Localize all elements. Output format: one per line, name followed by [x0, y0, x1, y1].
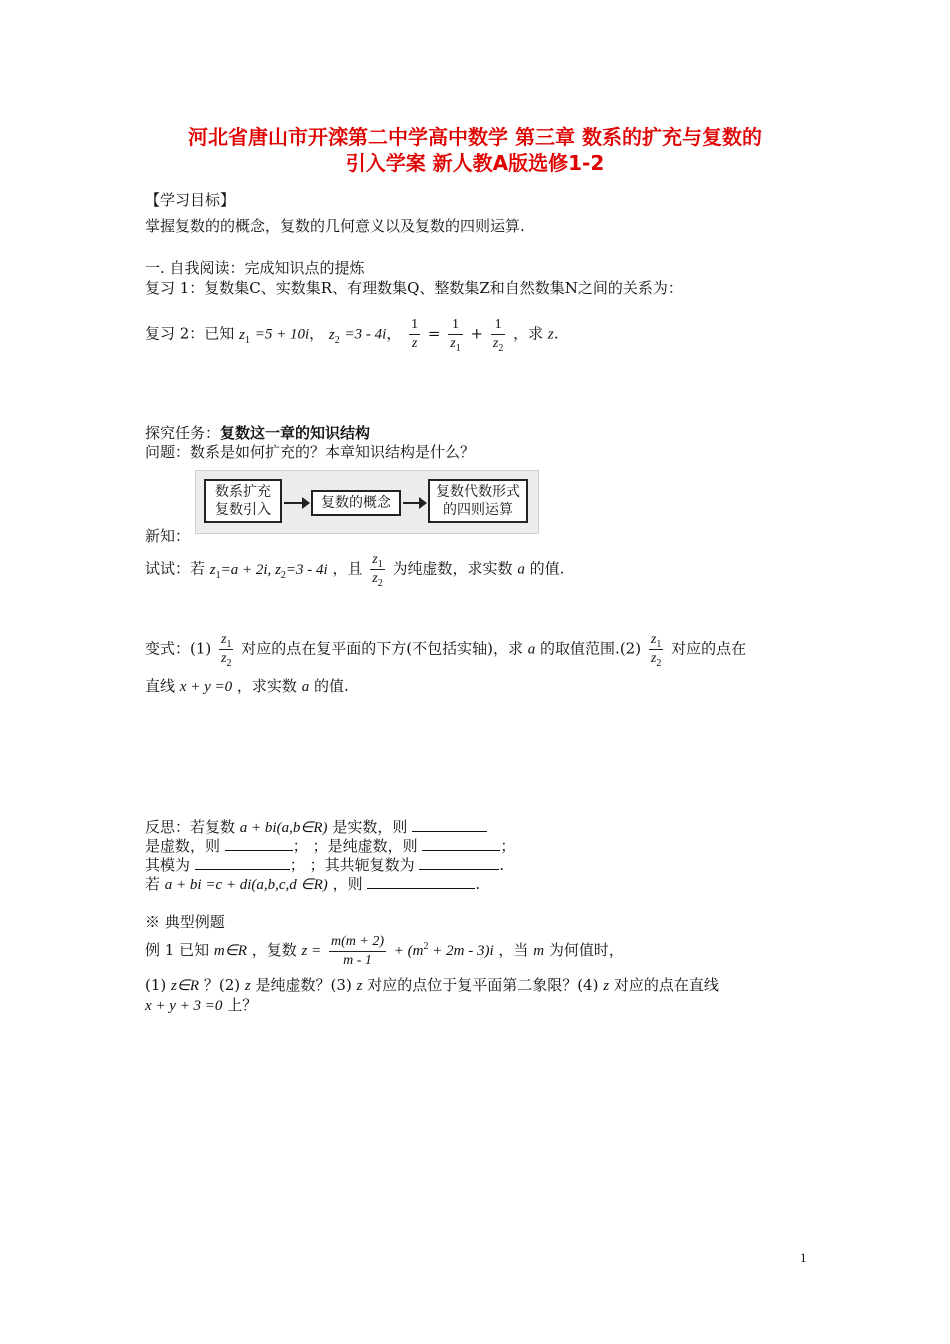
reflection-line-4: 若 a + bi =c + di(a,b,c,d ∈R) ，则 .	[145, 875, 481, 893]
new-knowledge: 新知：	[145, 527, 191, 545]
review-1: 复习 1：复数集C、实数集R、有理数集Q、整数集Z和自然数集N之间的关系为：	[145, 279, 683, 297]
equality-expression: a + bi =c + di(a,b,c,d ∈R)	[164, 877, 328, 893]
learning-goal-heading: 【学习目标】	[145, 191, 236, 209]
reflection-line-2-prefix: 是虚数，则	[145, 837, 221, 855]
try-z1: $z_1=a + 2i$, $z_2=3 - 4i$	[209, 561, 328, 581]
example-end: 为何值时，	[548, 941, 624, 959]
variant-fraction-1: $\frac{z_1}{z_2}$	[221, 632, 232, 669]
try-end: 的值.	[529, 559, 565, 578]
example-q2-text: 是纯虚数？(3)	[255, 976, 352, 994]
reflection-line-2: 是虚数，则 ； ；是纯虚数，则 ；	[145, 837, 516, 855]
fraction-one-over-z2: $\frac{1}{z_2}$	[492, 317, 504, 354]
z-in-R: z∈R	[171, 978, 200, 994]
title-line-1: 河北省唐山市开滦第二中学高中数学 第三章 数系的扩充与复数的	[188, 125, 762, 149]
diagram-box-number-expansion: 数系扩充 复数引入	[204, 479, 282, 523]
variant-line-1	[145, 632, 746, 667]
imaginary-part: + $(m^2 + 2m - 3)i$	[393, 941, 494, 959]
blank-conjugate[interactable]	[419, 855, 499, 870]
example-1-line-3	[145, 995, 257, 1016]
variant-line-2-prefix: 直线	[145, 677, 176, 695]
z-q3: z	[356, 978, 363, 994]
example-1	[145, 932, 624, 969]
question: 问题：数系是如何扩充的？本章知识结构是什么？	[145, 443, 476, 461]
diagram-box-arithmetic: 复数代数形式 的四则运算	[428, 479, 528, 523]
variant-a-2: a	[301, 679, 310, 695]
example-line-3-suffix: 上？	[227, 996, 258, 1014]
z-q4: z	[603, 978, 610, 994]
example-fraction: $\frac{m(m + 2)}{m - 1}$	[331, 933, 385, 968]
variant-mid-1: 对应的点在复平面的下方(不包括实轴)，求	[241, 639, 523, 658]
typical-examples-heading: ※ 典型例题	[145, 913, 225, 931]
variant-line-2-end: 的值.	[313, 677, 349, 695]
z1-value: =5 + 10i	[254, 326, 310, 343]
self-reading: 一. 自我阅读：完成知识点的提炼	[145, 259, 365, 277]
blank-pure-imaginary[interactable]	[422, 836, 500, 851]
explore-task	[145, 423, 370, 443]
blank-imaginary[interactable]	[225, 836, 293, 851]
diagram-arrow-2	[403, 502, 426, 504]
example-mid: ，复数	[251, 941, 297, 959]
reflection-line-2-mid: ；是纯虚数，则	[312, 837, 418, 855]
reflection-line-3: 其模为 ； ；其共轭复数为 .	[145, 856, 505, 874]
reflection-line-1	[145, 817, 487, 838]
knowledge-structure-diagram	[195, 470, 539, 534]
reflection-line-4-mid: ，则	[332, 875, 363, 893]
learning-goal-text: 掌握复数的的概念，复数的几何意义以及复数的四则运算.	[145, 217, 525, 235]
diagram-arrow-1	[284, 502, 309, 504]
diagram-box-complex-concept: 复数的概念	[311, 490, 401, 516]
reflection-expression: a + bi(a,b∈R)	[239, 820, 328, 836]
example-q1-text: ？(2)	[203, 976, 241, 994]
try-problem	[145, 552, 564, 587]
z2-symbol: $z_2$	[328, 326, 340, 346]
line-equation-2: x + y + 3 =0	[145, 998, 223, 1014]
example-prefix: 例 1 已知	[145, 941, 210, 959]
blank-modulus[interactable]	[195, 855, 290, 870]
reflection-line-3-prefix: 其模为	[145, 856, 191, 874]
variant-mid-3: 对应的点在	[671, 639, 747, 658]
z-answer: z	[547, 326, 554, 343]
z-q2: z	[244, 978, 251, 994]
variant-mid-2: 的取值范围.(2)	[540, 639, 642, 658]
reflection-line-4-prefix: 若	[145, 875, 161, 893]
try-prefix: 试试：若	[145, 559, 206, 578]
blank-equality[interactable]	[367, 874, 475, 889]
plus-sign: +	[470, 324, 484, 343]
try-suffix: 为纯虚数，求实数	[392, 559, 513, 578]
fraction-z1-over-z2: $\frac{z_1}{z_2}$	[372, 552, 383, 589]
z-equals: z =	[301, 943, 322, 959]
variant-line-2	[145, 676, 349, 697]
example-1-questions	[145, 975, 719, 996]
z1-symbol: $z_1$	[239, 326, 250, 346]
example-q3-text: 对应的点位于复平面第二象限？(4)	[367, 976, 599, 994]
variant-prefix: 变式：(1)	[145, 639, 212, 658]
z2-value: =3 - 4i	[344, 326, 387, 343]
fraction-one-over-z1: $\frac{1}{z_1}$	[450, 317, 461, 354]
try-mid: ，且	[332, 559, 363, 578]
m-in-R: m∈R	[213, 943, 247, 959]
example-suffix: ，当	[498, 941, 529, 959]
title-line-2: 引入学案 新人教A版选修1-2	[345, 151, 605, 175]
review-2-prefix: 复习 2：已知	[145, 324, 235, 343]
page-number: 1	[800, 1250, 807, 1265]
reflection-line-3-mid: ；其共轭复数为	[309, 856, 415, 874]
example-q1-label: (1)	[145, 976, 167, 994]
review-2-mid: ，求	[513, 324, 544, 343]
blank-real[interactable]	[412, 817, 487, 832]
variable-m: m	[533, 943, 545, 959]
explore-prefix: 探究任务：	[145, 424, 221, 442]
variant-fraction-2: $\frac{z_1}{z_2}$	[650, 632, 662, 669]
variable-a: a	[517, 561, 525, 578]
line-equation: x + y =0	[179, 679, 233, 695]
variant-a-1: a	[527, 641, 536, 658]
fraction-one-over-z: $\frac{1}{z}$	[411, 317, 419, 351]
review-2: 复习 2：已知 $z_1 =5 + 10i$， $z_2 =3 - 4i$， $\frac{1}{z}$ = $\frac{1}{z_1}$ + $\frac{1}{z_2}$ ，求 z.	[145, 317, 559, 354]
variant-line-2-mid: ，求实数	[236, 677, 297, 695]
reflection-prefix: 反思：若复数	[145, 818, 236, 836]
explore-bold: 复数这一章的知识结构	[220, 424, 371, 442]
example-q4-text: 对应的点在直线	[613, 976, 719, 994]
equals-sign: =	[427, 324, 441, 343]
reflection-mid: 是实数，则	[332, 818, 408, 836]
